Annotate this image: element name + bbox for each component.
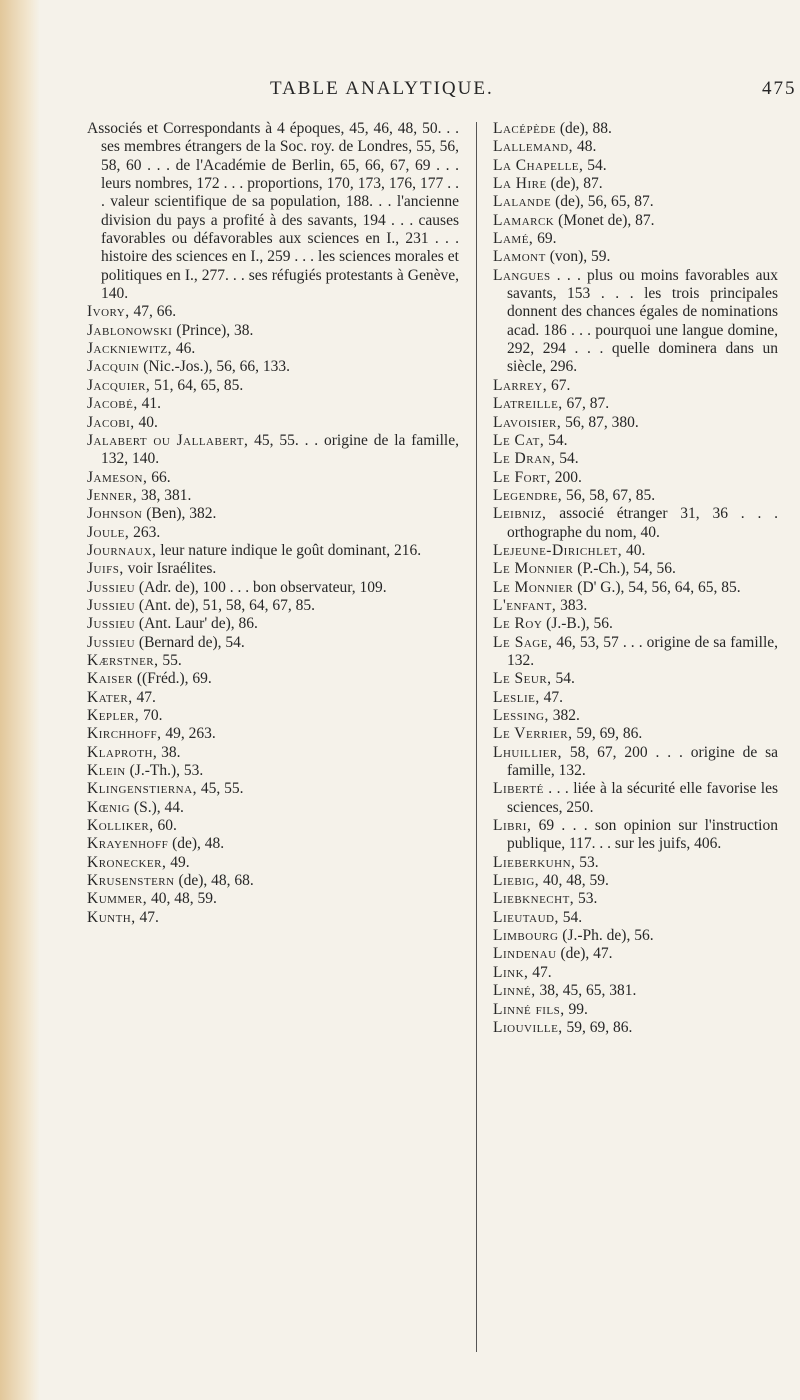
index-references: 47. — [135, 908, 159, 926]
index-headword: Le Sage, — [493, 633, 553, 651]
index-entry — [493, 964, 778, 982]
index-headword: Kolliker, — [87, 817, 154, 835]
index-references: 49. — [166, 853, 190, 871]
index-references: 69. — [533, 230, 557, 248]
index-headword: Joule, — [87, 523, 130, 541]
index-entry — [493, 670, 778, 688]
index-headword: Jacobé, — [87, 395, 138, 413]
index-references: 45, 55. — [196, 780, 244, 798]
index-references: 383. — [556, 596, 588, 614]
index-references: (de), 48. — [168, 835, 225, 853]
index-entry — [87, 560, 459, 578]
index-references: 382. — [548, 707, 580, 724]
index-headword: Krusenstern — [87, 872, 175, 890]
index-headword: Kummer, — [87, 890, 148, 908]
index-references: (Ben), 382. — [142, 505, 217, 523]
index-entry — [87, 597, 459, 615]
index-references: 66. — [147, 468, 171, 486]
index-entry — [493, 157, 778, 175]
index-headword: Juifs, — [87, 560, 124, 578]
index-headword: Le Roy — [493, 615, 543, 633]
index-headword: Jackniewitz, — [87, 340, 172, 358]
index-references: (Nic.-Jos.), 56, 66, 133. — [139, 358, 290, 376]
index-headword: Liouville, — [493, 1018, 563, 1036]
index-entry — [493, 377, 778, 395]
index-headword: Kunth, — [87, 908, 136, 926]
index-entry — [493, 487, 778, 505]
index-entry — [87, 469, 459, 487]
index-references: (de), 48, 68. — [174, 872, 254, 890]
index-column-right — [493, 120, 778, 1037]
index-references: . . . liée à la sécurité elle favorise les sciences, 250. — [507, 780, 778, 816]
index-entry — [493, 138, 778, 156]
index-references: (de), 47. — [556, 945, 613, 963]
index-headword: Kirchhoff, — [87, 725, 162, 743]
index-references: . . . plus ou moins favorables aux savants, 153 . . . les trois principales donnent des chances égales de nominations acad. 186 . . . pourquoi une langue domine, 292, 294 . . . quelle dominera dans un siècle, 296. — [507, 266, 778, 376]
index-references: leur nature indique le goût dominant, 216. — [156, 541, 422, 559]
index-headword: Libri, — [493, 817, 532, 835]
index-entry — [87, 487, 459, 505]
index-headword: Lacépède — [493, 120, 556, 137]
index-headword: Le Monnier — [493, 560, 574, 578]
index-headword: Legendre, — [493, 486, 563, 504]
index-entry — [493, 414, 778, 432]
index-headword: Liberté — [493, 780, 544, 798]
index-references: 58, 67, 200 . . . origine de sa famille, 132. — [507, 743, 778, 780]
index-entry — [87, 542, 459, 560]
index-headword: Jussieu — [87, 578, 136, 596]
index-references: 55. — [158, 651, 182, 669]
index-entry — [87, 872, 459, 890]
index-references: 99. — [564, 1000, 588, 1018]
index-headword: Klein — [87, 762, 126, 780]
index-references: 40. — [134, 413, 158, 431]
index-entry — [493, 707, 778, 725]
index-references: voir Israélites. — [123, 560, 217, 578]
index-entry — [493, 634, 778, 671]
index-entry — [87, 358, 459, 376]
index-references: 54. — [544, 431, 568, 449]
index-references: 41. — [137, 395, 161, 413]
index-entry — [87, 762, 459, 780]
index-references: 54. — [555, 450, 579, 468]
index-headword: Linné fils, — [493, 1000, 565, 1018]
index-references: 53. — [574, 890, 598, 908]
index-headword: Le Cat, — [493, 431, 545, 449]
index-headword: Jameson, — [87, 468, 148, 486]
index-entry — [493, 597, 778, 615]
index-entry — [87, 652, 459, 670]
index-references: (de), 87. — [546, 175, 603, 193]
index-references: 67, 87. — [562, 395, 610, 413]
index-entry — [493, 560, 778, 578]
index-headword: Jussieu — [87, 596, 136, 614]
index-entry — [87, 817, 459, 835]
index-entry — [493, 212, 778, 230]
index-references: 49, 263. — [161, 725, 216, 743]
index-headword: Lallemand, — [493, 138, 574, 156]
index-entry — [493, 872, 778, 890]
index-entry — [87, 615, 459, 633]
index-headword: Kœnig — [87, 798, 131, 816]
index-headword: Le Seur, — [493, 670, 552, 688]
index-headword: Jussieu — [87, 633, 136, 651]
index-references: associé étranger 31, 36 . . . orthographe du nom, 40. — [507, 505, 778, 541]
index-entry — [493, 432, 778, 450]
index-entry — [87, 799, 459, 817]
index-references: Associés et Correspondants à 4 époques, 45, 46, 48, 50. . . ses membres étrangers de la Soc. roy. de Londres, 55, 56, 58, 60 . . . de l'Académie de Berlin, 65, 66, 67, 69 . . . leurs nombres, 172 . . . proportions, 170, 173, 176, 177 . . . valeur scientifique de sa population, 188. . . l'ancienne division du pays a profité à des savants, 194 . . . causes favorables ou défavorables aux sciences en I., 231 . . . histoire des sciences en I., 259 . . . les sciences morales et politiques en I., 277. . . ses réfugiés protestants à Genève, 140. — [87, 120, 459, 303]
index-headword: Lamé, — [493, 230, 534, 248]
index-entry — [493, 982, 778, 1000]
index-references: 48. — [573, 138, 597, 156]
index-entry — [493, 909, 778, 927]
index-references: (J.-Th.), 53. — [125, 762, 204, 780]
index-entry — [493, 267, 778, 377]
index-entry — [87, 689, 459, 707]
index-references: 40, 48, 59. — [539, 872, 609, 890]
index-headword: Latreille, — [493, 395, 563, 413]
index-references: 70. — [139, 707, 163, 724]
index-references: 40. — [622, 541, 646, 559]
index-references: ((Fréd.), 69. — [132, 670, 212, 688]
index-references: 263. — [129, 523, 161, 541]
index-entry — [493, 542, 778, 560]
index-references: 47. — [132, 688, 156, 706]
index-headword: Le Fort, — [493, 468, 551, 486]
index-references: 38, 45, 65, 381. — [535, 982, 637, 1000]
index-entry — [493, 615, 778, 633]
index-headword: Lejeune-Dirichlet, — [493, 541, 623, 559]
index-references: (Ant. Laur' de), 86. — [135, 615, 258, 633]
index-references: 69 . . . son opinion sur l'instruction publique, 117. . . sur les juifs, 406. — [507, 817, 778, 853]
index-references: 54. — [551, 670, 575, 688]
index-headword: Lessing, — [493, 707, 549, 724]
index-headword: Lindenau — [493, 945, 557, 963]
index-entry — [87, 395, 459, 413]
index-references: (D' G.), 54, 56, 64, 65, 85. — [573, 578, 741, 596]
index-references: 46, 53, 57 . . . origine de sa famille, 132. — [507, 633, 779, 669]
index-references: 47, 66. — [129, 303, 177, 321]
index-headword: L'enfant, — [493, 596, 557, 614]
index-entry — [87, 505, 459, 523]
index-entry — [493, 248, 778, 266]
index-references: (de), 88. — [555, 120, 612, 137]
index-entry — [87, 120, 459, 303]
index-headword: Kaiser — [87, 670, 133, 688]
index-references: 56, 58, 67, 85. — [562, 486, 656, 504]
index-entry — [493, 395, 778, 413]
index-entry — [493, 817, 778, 854]
index-entry — [493, 1001, 778, 1019]
index-entry — [493, 450, 778, 468]
page-edge-shadow — [0, 0, 40, 1400]
index-references: 67. — [547, 376, 571, 394]
index-headword: Leslie, — [493, 688, 540, 706]
index-entry — [493, 230, 778, 248]
index-headword: Kronecker, — [87, 853, 167, 871]
index-headword: Le Dran, — [493, 450, 556, 468]
index-headword: Jussieu — [87, 615, 136, 633]
index-entry — [87, 377, 459, 395]
index-references: 53. — [575, 853, 599, 871]
index-headword: Limbourg — [493, 927, 559, 945]
index-references: (Ant. de), 51, 58, 64, 67, 85. — [135, 596, 315, 614]
index-entry — [493, 744, 778, 781]
index-headword: Ivory, — [87, 303, 130, 321]
index-entry — [87, 414, 459, 432]
index-column-left — [87, 120, 459, 927]
page-number: 475 — [762, 78, 797, 99]
index-entry — [87, 634, 459, 652]
index-references: (Monet de), 87. — [554, 211, 655, 229]
index-headword: Le Verrier, — [493, 725, 573, 743]
index-headword: Krayenhoff — [87, 835, 169, 853]
index-headword: Lalande — [493, 193, 552, 211]
index-entry — [493, 1019, 778, 1037]
index-entry — [87, 835, 459, 853]
index-entry — [87, 744, 459, 762]
index-references: 54. — [583, 156, 607, 174]
index-references: 60. — [153, 817, 177, 835]
index-references: (Prince), 38. — [172, 321, 254, 339]
index-headword: Kepler, — [87, 707, 140, 724]
index-entry — [87, 524, 459, 542]
index-headword: La Hire — [493, 175, 547, 193]
index-entry — [87, 707, 459, 725]
index-headword: Lieutaud, — [493, 908, 559, 926]
index-references: 38, 381. — [137, 486, 192, 504]
index-entry — [493, 890, 778, 908]
index-entry — [493, 469, 778, 487]
index-entry — [493, 193, 778, 211]
index-headword: Kater, — [87, 688, 133, 706]
index-headword: Johnson — [87, 505, 143, 523]
index-references: 56, 87, 380. — [561, 413, 639, 431]
index-headword: Linné, — [493, 982, 536, 1000]
index-entry — [87, 670, 459, 688]
index-entry — [87, 725, 459, 743]
index-references: (von), 59. — [545, 248, 611, 266]
index-headword: Liebknecht, — [493, 890, 575, 908]
index-references: 54. — [558, 908, 583, 926]
index-entry — [87, 854, 459, 872]
index-entry — [493, 945, 778, 963]
index-headword: Journaux, — [87, 541, 157, 559]
index-headword: Liebig, — [493, 872, 540, 890]
index-headword: Lavoisier, — [493, 413, 562, 431]
index-headword: Jenner, — [87, 486, 138, 504]
index-headword: Lamarck — [493, 211, 555, 229]
index-entry — [87, 579, 459, 597]
index-entry — [493, 689, 778, 707]
index-headword: Lhuillier, — [493, 743, 563, 761]
index-headword: La Chapelle, — [493, 156, 584, 174]
index-headword: Klingenstierna, — [87, 780, 197, 798]
index-entry — [87, 432, 459, 469]
index-entry — [87, 340, 459, 358]
index-references: 200. — [550, 468, 582, 486]
index-entry — [493, 854, 778, 872]
index-headword: Link, — [493, 963, 529, 981]
running-head — [0, 78, 800, 106]
index-headword: Langues — [493, 266, 551, 284]
index-references: (Bernard de), 54. — [135, 633, 245, 651]
index-headword: Larrey, — [493, 376, 548, 394]
index-headword: Le Monnier — [493, 578, 574, 596]
page-title: TABLE ANALYTIQUE. — [270, 78, 494, 99]
index-entry — [87, 780, 459, 798]
index-headword: Klaproth, — [87, 743, 158, 761]
index-references: 59, 69, 86. — [572, 725, 643, 743]
index-references: 40, 48, 59. — [147, 890, 217, 908]
index-references: (S.), 44. — [130, 798, 184, 816]
index-references: (de), 56, 65, 87. — [551, 193, 654, 211]
index-entry — [493, 175, 778, 193]
index-entry — [493, 579, 778, 597]
index-entry — [493, 780, 778, 817]
index-entry — [493, 725, 778, 743]
index-references: 47. — [539, 688, 564, 706]
index-references: (J.-B.), 56. — [542, 615, 613, 633]
index-entry — [87, 909, 459, 927]
index-headword: Lamont — [493, 248, 546, 266]
index-headword: Jalabert ou Jallabert, — [87, 431, 249, 449]
index-headword: Jacquier, — [87, 376, 151, 394]
index-references: 59, 69, 86. — [562, 1018, 633, 1036]
index-references: 46. — [171, 340, 196, 358]
index-references: 51, 64, 65, 85. — [150, 376, 244, 394]
column-divider — [476, 122, 477, 1352]
index-headword: Jacquin — [87, 358, 140, 376]
index-headword: Lieberkuhn, — [493, 853, 576, 871]
index-headword: Jablonowski — [87, 321, 173, 339]
index-references: (J.-Ph. de), 56. — [558, 927, 654, 945]
index-entry — [493, 120, 778, 138]
index-headword: Jacobi, — [87, 413, 135, 431]
index-references: (Adr. de), 100 . . . bon observateur, 109. — [135, 578, 387, 596]
index-entry — [87, 890, 459, 908]
index-entry — [87, 322, 459, 340]
index-entry — [87, 303, 459, 321]
index-references: 47. — [528, 963, 552, 981]
index-headword: Kærstner, — [87, 651, 159, 669]
index-headword: Leibniz, — [493, 505, 547, 523]
index-references: 45, 55. . . origine de la famille, 132, 140. — [101, 431, 459, 468]
index-entry — [493, 505, 778, 542]
index-references: 38. — [157, 743, 181, 761]
index-entry — [493, 927, 778, 945]
index-references: (P.-Ch.), 54, 56. — [573, 560, 676, 578]
